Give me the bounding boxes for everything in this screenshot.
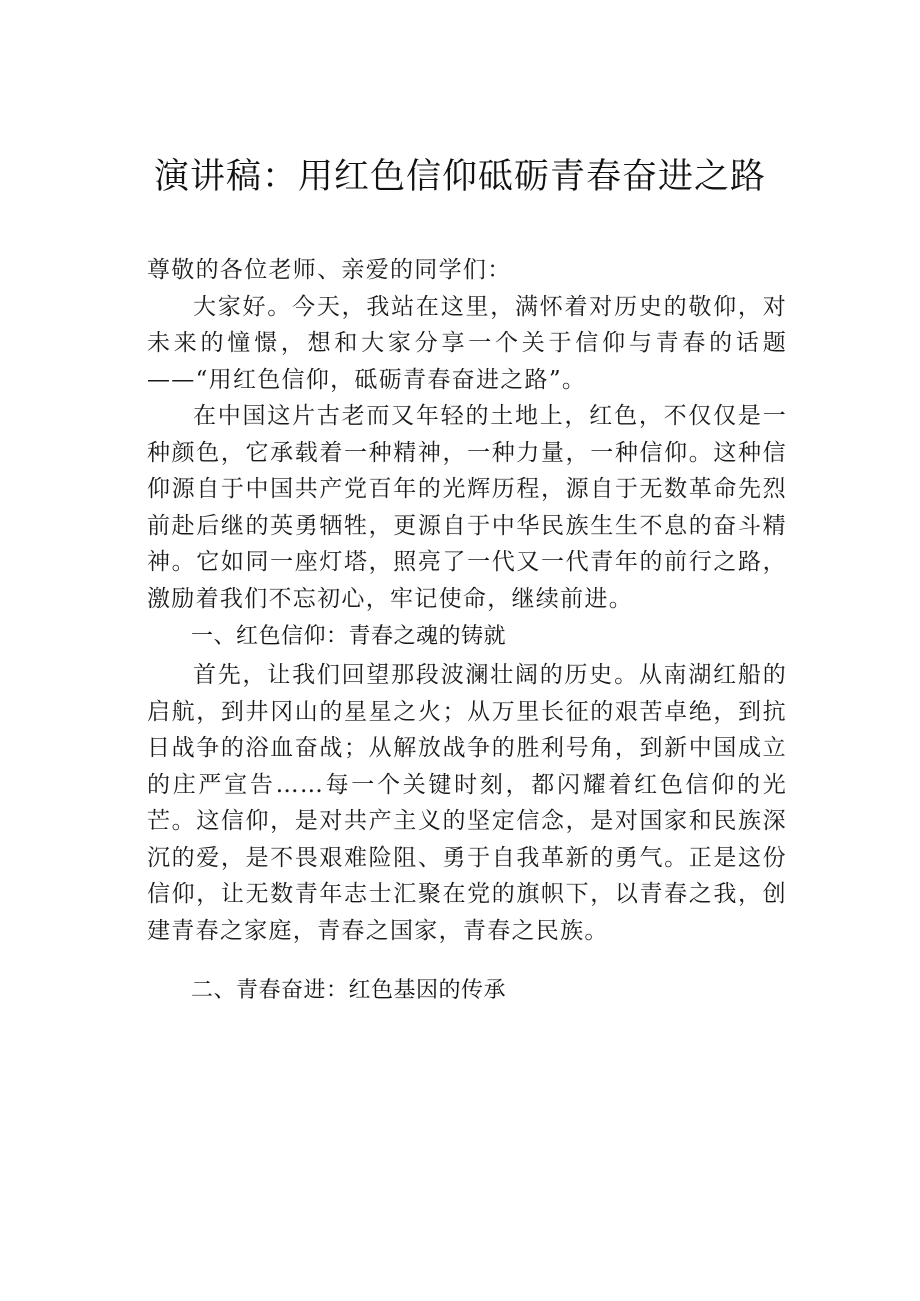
paragraph-section-1: 首先，让我们回望那段波澜壮阔的历史。从南湖红船的启航，到井冈山的星星之火；从万里长征的艰苦卓绝，到抗日战争的浴血奋战；从解放战争的胜利号角，到新中国成立的庄严宣告……每一个关键时刻，都闪耀着红色信仰的光芒。这信仰，是对共产主义的坚定信念，是对国家和民族深沉的爱，是不畏艰难险阻、勇于自我革新的勇气。正是这份信仰，让无数青年志士汇聚在党的旗帜下，以青春之我，创建青春之家庭，青春之国家，青春之民族。 (147, 662, 787, 944)
salutation: 尊敬的各位老师、亲爱的同学们： (147, 257, 512, 283)
document-title: 演讲稿：用红色信仰砥砺青春奋进之路 (153, 157, 766, 197)
document-body (147, 252, 787, 1011)
section-heading-2: 二、青春奋进：红色基因的传承 (191, 978, 507, 1003)
paragraph-red-meaning: 在中国这片古老而又年轻的土地上，红色，不仅仅是一种颜色，它承载着一种精神，一种力量，一种信仰。这种信仰源自于中国共产党百年的光辉历程，源自于无数革命先烈前赴后继的英勇牺牲，更源自于中华民族生生不息的奋斗精神。它如同一座灯塔，照亮了一代又一代青年的前行之路，激励着我们不忘初心，牢记使命，继续前进。 (147, 403, 787, 612)
paragraph-intro: 大家好。今天，我站在这里，满怀着对历史的敬仰，对未来的憧憬，想和大家分享一个关于信仰与青春的话题——“用红色信仰，砥砺青春奋进之路”。 (147, 293, 787, 393)
section-heading-1: 一、红色信仰：青春之魂的铸就 (191, 624, 507, 649)
